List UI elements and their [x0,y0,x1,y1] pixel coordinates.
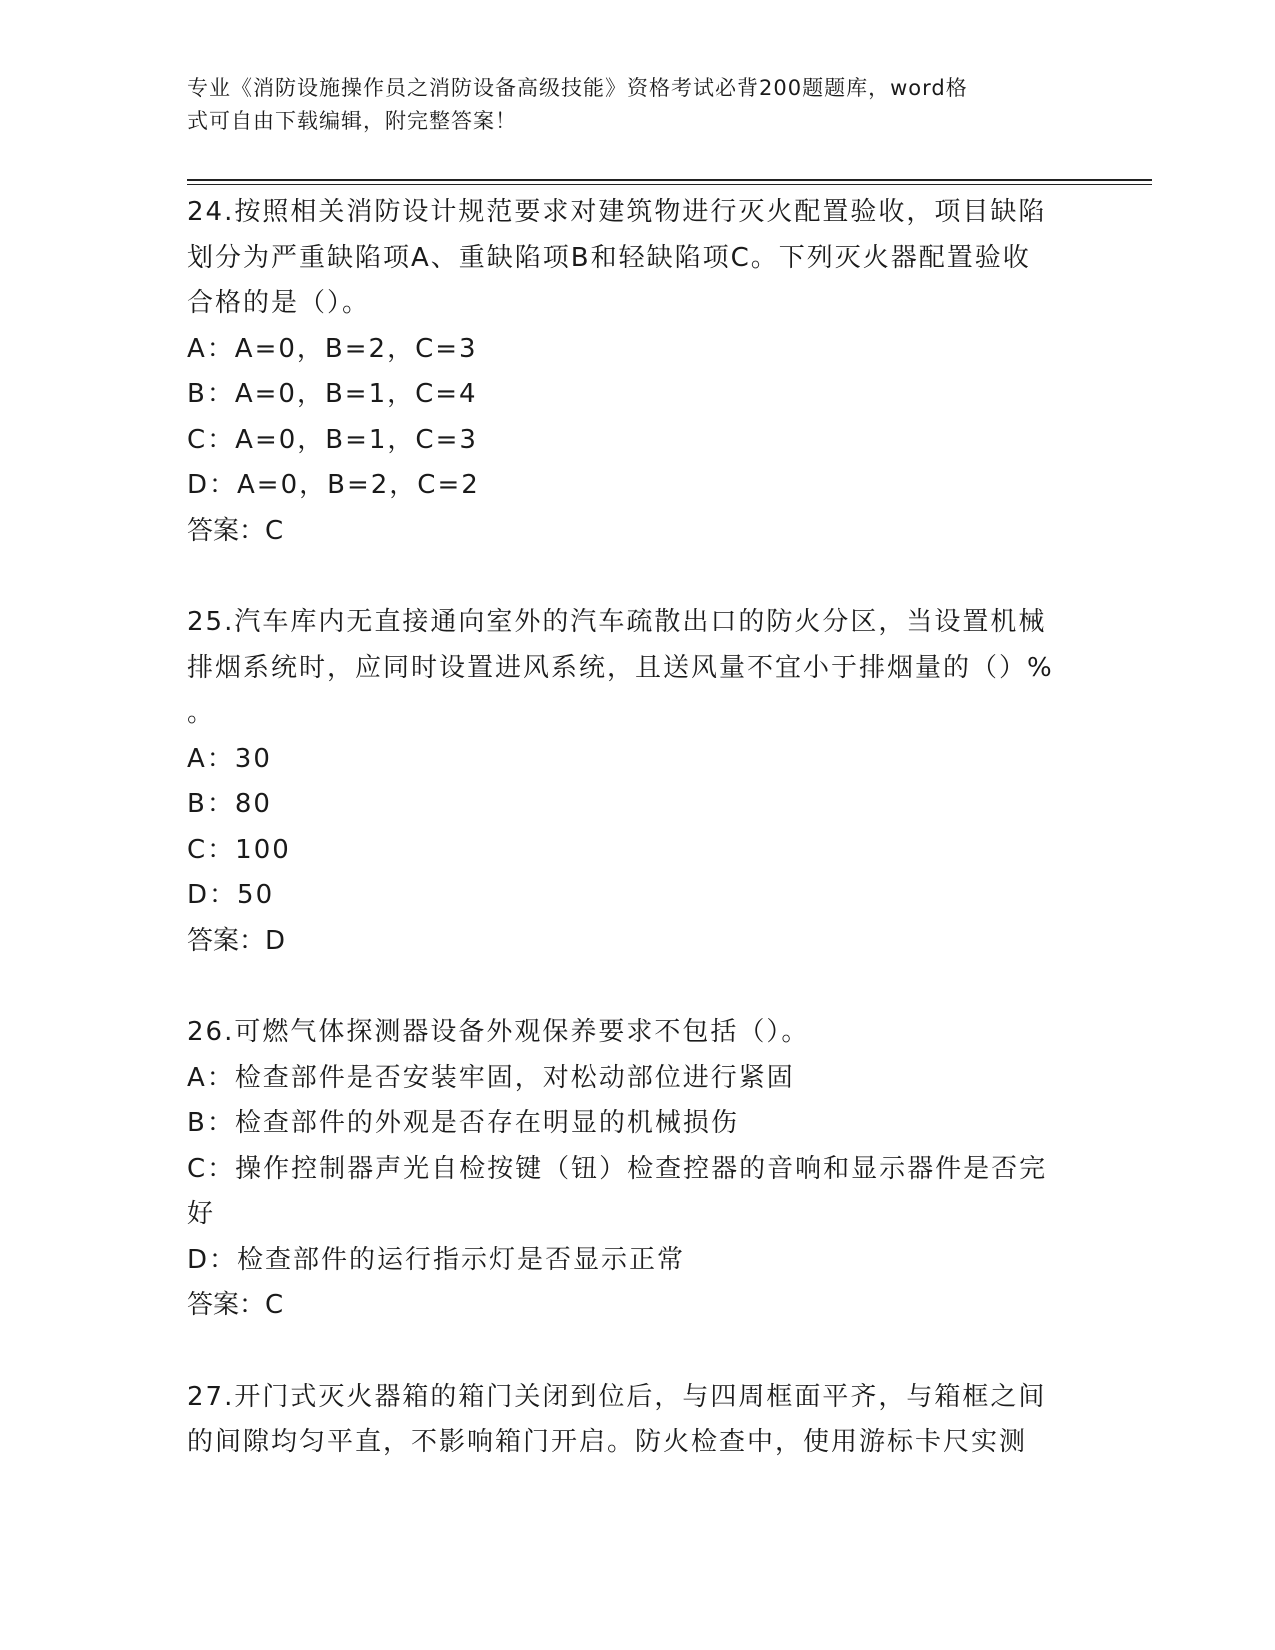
question-list [187,190,1087,1466]
question-text-line: 的间隙均匀平直，不影响箱门开启。防火检查中，使用游标卡尺实测 [187,1427,1028,1457]
option-a: A：A=0，B=2，C=3 [187,333,478,364]
option-b: B：A=0，B=1，C=4 [187,379,478,409]
question-25 [187,600,1087,964]
header-line-1: 专业《消防设施操作员之消防设备高级技能》资格考试必背200题题库，word格 [187,76,968,100]
option-a: A：30 [187,743,272,774]
answer-line: 答案：D [187,925,286,956]
question-27 [187,1375,1087,1466]
question-24 [187,190,1087,554]
answer-line: 答案：C [187,515,284,546]
question-text-line: 。 [187,698,216,728]
header-line-2: 式可自由下载编辑，附完整答案！ [187,109,517,133]
answer-line: 答案：C [187,1290,284,1320]
option-c: C：操作控制器声光自检按键（钮）检查控器的音响和显示器件是否完 [187,1153,1048,1184]
document-header [187,72,1067,138]
option-d: D：检查部件的运行指示灯是否显示正常 [187,1244,686,1275]
question-text-line: 排烟系统时，应同时设置进风系统，且送风量不宜小于排烟量的（）% [187,652,1054,683]
question-26 [187,1010,1087,1329]
option-b: B：80 [187,789,272,819]
question-text-line: 25.汽车库内无直接通向室外的汽车疏散出口的防火分区，当设置机械 [187,607,1047,637]
option-c: C：A=0，B=1，C=3 [187,424,478,455]
option-d: D：50 [187,880,275,910]
header-divider-thin [187,184,1152,185]
option-c-continued: 好 [187,1199,216,1229]
question-text-line: 26.可燃气体探测器设备外观保养要求不包括（）。 [187,1017,810,1047]
option-d: D：A=0，B=2，C=2 [187,470,480,500]
option-c: C：100 [187,834,291,865]
question-text-line: 27.开门式灭火器箱的箱门关闭到位后，与四周框面平齐，与箱框之间 [187,1381,1047,1412]
question-text-line: 划分为严重缺陷项A、重缺陷项B和轻缺陷项C。下列灭火器配置验收 [187,242,1031,273]
header-divider-thick [187,179,1152,181]
option-b: B：检查部件的外观是否存在明显的机械损伤 [187,1108,739,1138]
option-a: A：检查部件是否安装牢固，对松动部位进行紧固 [187,1062,795,1093]
question-text-line: 合格的是（）。 [187,288,371,318]
question-text-line: 24.按照相关消防设计规范要求对建筑物进行灭火配置验收，项目缺陷 [187,197,1047,227]
